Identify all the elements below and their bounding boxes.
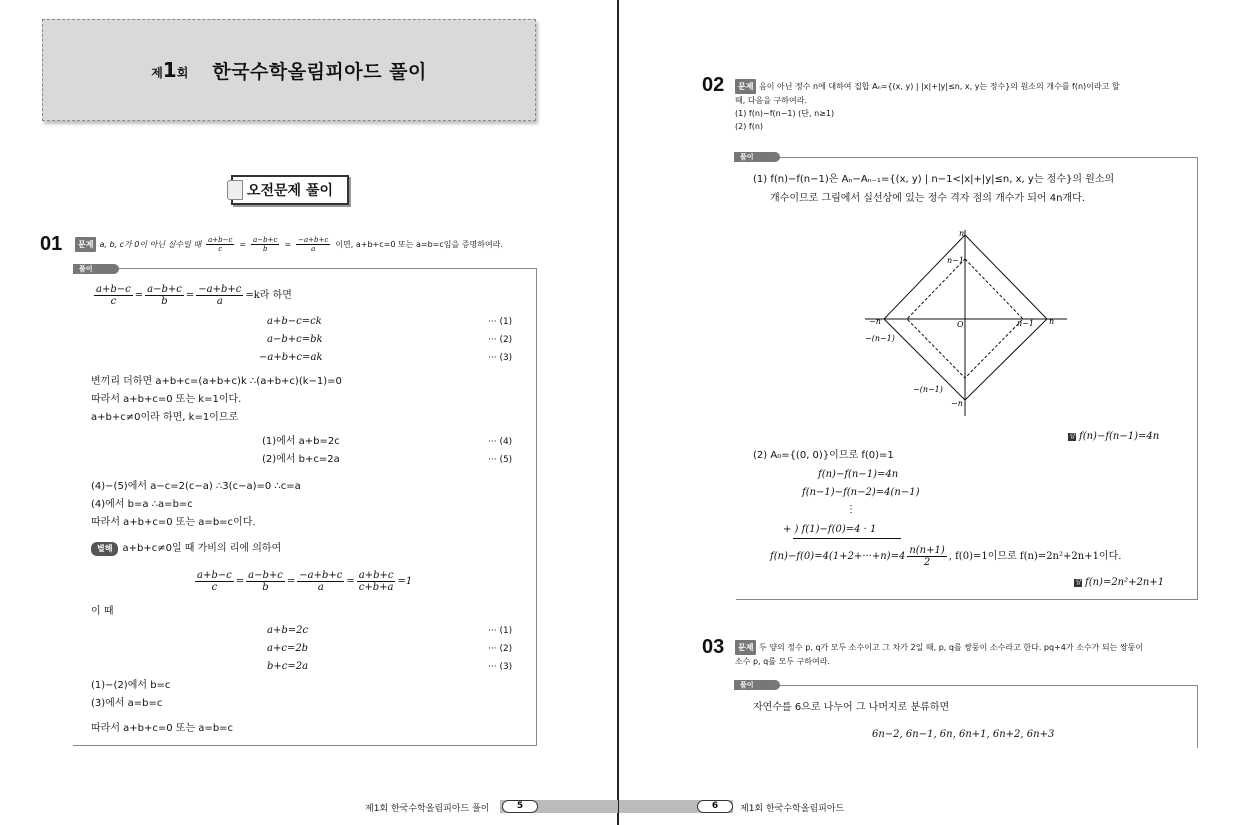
equation-ref: ··· (1) — [488, 317, 513, 327]
lattice-diagram — [855, 220, 1080, 420]
equation: (1)에서 a+b=2c — [262, 436, 340, 447]
fraction: $\frac{a-b+c}{b}$ — [253, 236, 278, 253]
problem-number: 03 — [702, 636, 725, 658]
label-inner-left: −(n−1) — [865, 334, 895, 343]
solution-tag: 풀이 — [734, 680, 780, 690]
solution-line: f(n)−f(0)=4(1+2+···+n)=4 $\frac{n(n+1)}{2}$ , f(0)=1이므로 f(n)=2n²+2n+1이다. — [770, 545, 1122, 568]
solution-line: 개수이므로 그림에서 실선상에 있는 정수 격자 점의 개수가 되어 4n개다. — [770, 193, 1085, 204]
label-bottom: −n — [951, 399, 963, 408]
solution-line: 이 때 — [91, 606, 114, 617]
section-title: 오전문제 풀이 — [231, 175, 349, 205]
label-top: n — [959, 229, 965, 238]
alt-solution-badge: 별해 — [91, 542, 118, 556]
equation-ref: ··· (2) — [488, 335, 513, 345]
title-banner — [42, 19, 536, 121]
solution-line: (4)−(5)에서 a−c=2(c−a) ∴3(c−a)=0 ∴c=a — [91, 481, 301, 492]
equation-ref: ··· (1) — [488, 626, 513, 636]
answer-icon: 답 — [1075, 578, 1081, 586]
alt-solution-line: 별해 a+b+c≠0일 때 가비의 리에 의하여 — [91, 542, 281, 556]
equation: a+b−c=ck — [267, 316, 322, 327]
page-divider — [617, 0, 619, 825]
problem-statement: 문제 a, b, c가 0이 아닌 실수일 때 $\frac{a+b-c}{c}$ = $\frac{a-b+c}{b}$ = $\frac{-a+b+c}{a}$ 이면, a+b+c=0 또는 a=b=c임을 증명하여라. — [75, 236, 503, 253]
equation: −a+b+c=ak — [259, 352, 323, 363]
problem-statement: 문제 음이 아닌 정수 n에 대하여 집합 Aₙ={(x, y) | |x|+|y|≤n, x, y는 정수}의 원소의 개수를 f(n)이라고 할 때, 다음을 구하여라. (1) f(n)−f(n−1) (단, n≥1) (2) f(n) — [735, 79, 1200, 133]
round-label: 제1회 — [151, 58, 189, 82]
solution-line: a+b+c≠0이라 하면, k=1이므로 — [91, 412, 239, 423]
label-inner-right: n−1 — [1017, 319, 1034, 328]
answer-icon: 답 — [1069, 432, 1075, 440]
solution-tag: 풀이 — [73, 264, 119, 274]
equation: a+c=2b — [267, 643, 309, 654]
alt-equation: $\frac{a+b-c}{c}$ = $\frac{a-b+c}{b}$ = $\frac{-a+b+c}{a}$ = $\frac{a+b+c}{c+b+a}$ =1 — [197, 570, 413, 593]
footer-right-text: 제1회 한국수학올림피아드 — [740, 804, 845, 814]
label-inner-bottom: −(n−1) — [913, 385, 943, 394]
equation: (2)에서 b+c=2a — [262, 454, 340, 465]
solution-line: 따라서 a+b+c=0 또는 a=b=c이다. — [91, 517, 256, 528]
solution-line: (1)−(2)에서 b=c — [91, 680, 171, 691]
solution-tag: 풀이 — [734, 152, 780, 162]
equation-ref: ··· (3) — [488, 353, 513, 363]
equation: + ) f(1)−f(0)=4 · 1 — [783, 524, 877, 535]
problem-number: 02 — [702, 74, 725, 96]
label-right: n — [1049, 317, 1055, 326]
equation: f(n)−f(n−1)=4n — [818, 469, 899, 480]
answer-line: 답 f(n)−f(n−1)=4n — [1069, 431, 1160, 442]
fraction: $\frac{-a+b+c}{a}$ — [298, 236, 329, 253]
solution-line: 따라서 a+b+c=0 또는 a=b=c — [91, 723, 234, 734]
label-left: −n — [869, 317, 881, 326]
label-origin: O — [957, 320, 964, 329]
problem-statement: 문제 두 양의 정수 p, q가 모두 소수이고 그 차가 2일 때, p, q를 쌍둥이 소수라고 한다. pq+4가 소수가 되는 쌍둥이 소수 p, q를 모두 구하여라. — [735, 640, 1200, 668]
label-inner-top: n−1 — [947, 256, 964, 265]
problem-tag: 문제 — [75, 237, 96, 252]
answer-line: 답 f(n)=2n²+2n+1 — [1075, 577, 1165, 588]
solution-line: (2) A₀={(0, 0)}이므로 f(0)=1 — [753, 450, 894, 461]
problem-number: 01 — [40, 233, 63, 255]
page-number: 6 — [697, 800, 733, 813]
equation-ref: ··· (2) — [488, 644, 513, 654]
equation-ref: ··· (5) — [488, 455, 513, 465]
equation: a+b=2c — [267, 625, 309, 636]
footer-left-text: 제1회 한국수학올림피아드 풀이 — [365, 804, 490, 814]
solution-line: 따라서 a+b+c=0 또는 k=1이다. — [91, 394, 242, 405]
tab-icon — [227, 180, 243, 200]
equation: f(n−1)−f(n−2)=4(n−1) — [802, 487, 920, 498]
solution-line: 자연수를 6으로 나누어 그 나머지로 분류하면 — [753, 702, 950, 713]
equation: ⋮ — [846, 504, 856, 515]
equation-ref: ··· (3) — [488, 662, 513, 672]
equation: a−b+c=bk — [267, 334, 323, 345]
fraction: $\frac{a+b-c}{c}$ — [208, 236, 233, 253]
page-number: 5 — [502, 800, 538, 813]
solution-line: $\frac{a+b-c}{c}$ = $\frac{a-b+c}{b}$ = $\frac{-a+b+c}{a}$ =k라 하면 — [96, 284, 292, 307]
equation: 6n−2, 6n−1, 6n, 6n+1, 6n+2, 6n+3 — [872, 729, 1055, 740]
solution-line: (1) f(n)−f(n−1)은 Aₙ−Aₙ₋₁={(x, y) | n−1<|x|+|y|≤n, x, y는 정수}의 원소의 — [753, 174, 1115, 185]
equation: b+c=2a — [267, 661, 309, 672]
sum-underline — [793, 538, 901, 539]
solution-line: (4)에서 b=a ∴a=b=c — [91, 499, 193, 510]
equation-ref: ··· (4) — [488, 437, 513, 447]
page-title: 한국수학올림피아드 풀이 — [212, 60, 427, 83]
solution-line: 변끼리 더하면 a+b+c=(a+b+c)k ∴(a+b+c)(k−1)=0 — [91, 376, 342, 387]
solution-line: (3)에서 a=b=c — [91, 698, 163, 709]
